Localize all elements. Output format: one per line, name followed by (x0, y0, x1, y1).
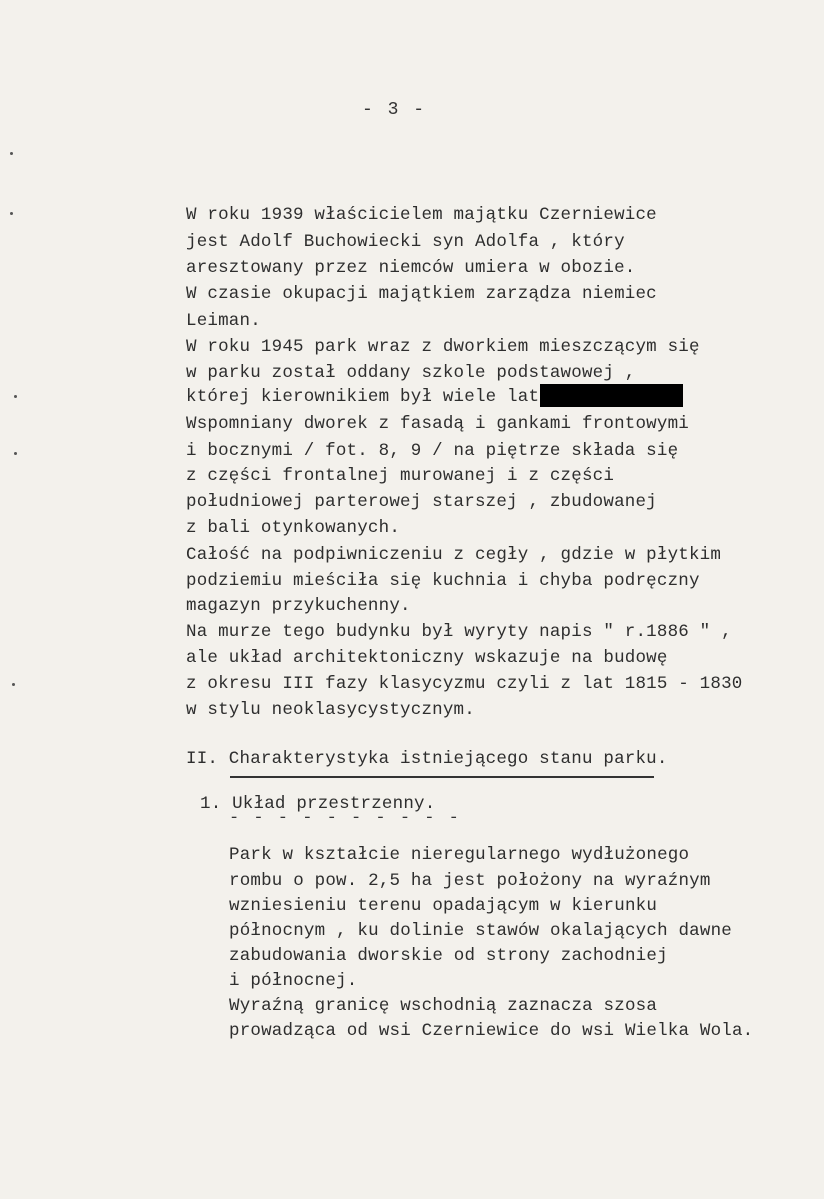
margin-mark (14, 452, 17, 455)
margin-mark (12, 683, 15, 686)
text-line: w stylu neoklasycystycznym. (186, 700, 475, 720)
text-line: Park w kształcie nieregularnego wydłużonego (229, 845, 690, 865)
text-line: rombu o pow. 2,5 ha jest położony na wyraźnym (229, 871, 711, 891)
text-line: Wyraźną granicę wschodnią zaznacza szosa (229, 996, 658, 1016)
text-line: zabudowania dworskie od strony zachodniej (229, 946, 668, 966)
text-line: Wspomniany dworek z fasadą i gankami frontowymi (186, 414, 689, 434)
section-heading-underline (230, 776, 654, 778)
text-line: w parku został oddany szkole podstawowej , (186, 363, 636, 383)
margin-mark (14, 395, 17, 398)
text-line: Całość na podpiwniczeniu z cegły , gdzie w płytkim (186, 545, 722, 565)
text-line: i północnej. (229, 971, 358, 991)
redaction-bar (540, 384, 683, 407)
text-line: W roku 1939 właścicielem majątku Czerniewice (186, 205, 657, 225)
text-line: południowej parterowej starszej , zbudowanej (186, 492, 657, 512)
text-line: magazyn przykuchenny. (186, 596, 411, 616)
text-line: jest Adolf Buchowiecki syn Adolfa , który (186, 232, 625, 252)
margin-mark (10, 212, 13, 215)
text-line: z bali otynkowanych. (186, 518, 401, 538)
text-line: Leiman. (186, 311, 261, 331)
text-line: wzniesieniu terenu opadającym w kierunku (229, 896, 658, 916)
text-line: Na murze tego budynku był wyryty napis " r.1886 " , (186, 622, 732, 642)
text-line: prowadząca od wsi Czerniewice do wsi Wielka Wola. (229, 1021, 754, 1041)
text-line: północnym , ku dolinie stawów okalających dawne (229, 921, 732, 941)
subsection-heading: 1. Układ przestrzenny. (200, 794, 436, 814)
text-line: ale układ architektoniczny wskazuje na budowę (186, 648, 668, 668)
subsection-heading-dashes: - - - - - - - - - - (229, 809, 461, 828)
text-line: z okresu III fazy klasycyzmu czyli z lat 1815 - 1830 (186, 674, 743, 694)
text-line: W czasie okupacji majątkiem zarządza niemiec (186, 284, 657, 304)
text-line: z części frontalnej murowanej i z części (186, 466, 615, 486)
page-number: - 3 - (362, 100, 427, 120)
text-line: podziemiu mieściła się kuchnia i chyba podręczny (186, 571, 700, 591)
margin-mark (10, 152, 13, 155)
text-line: aresztowany przez niemców umiera w obozie. (186, 258, 636, 278)
text-line: i bocznymi / fot. 8, 9 / na piętrze składa się (186, 441, 679, 461)
text-line: której kierownikiem był wiele lat (186, 387, 540, 407)
section-heading: II. Charakterystyka istniejącego stanu parku. (186, 749, 668, 769)
text-line: W roku 1945 park wraz z dworkiem mieszczącym się (186, 337, 700, 357)
